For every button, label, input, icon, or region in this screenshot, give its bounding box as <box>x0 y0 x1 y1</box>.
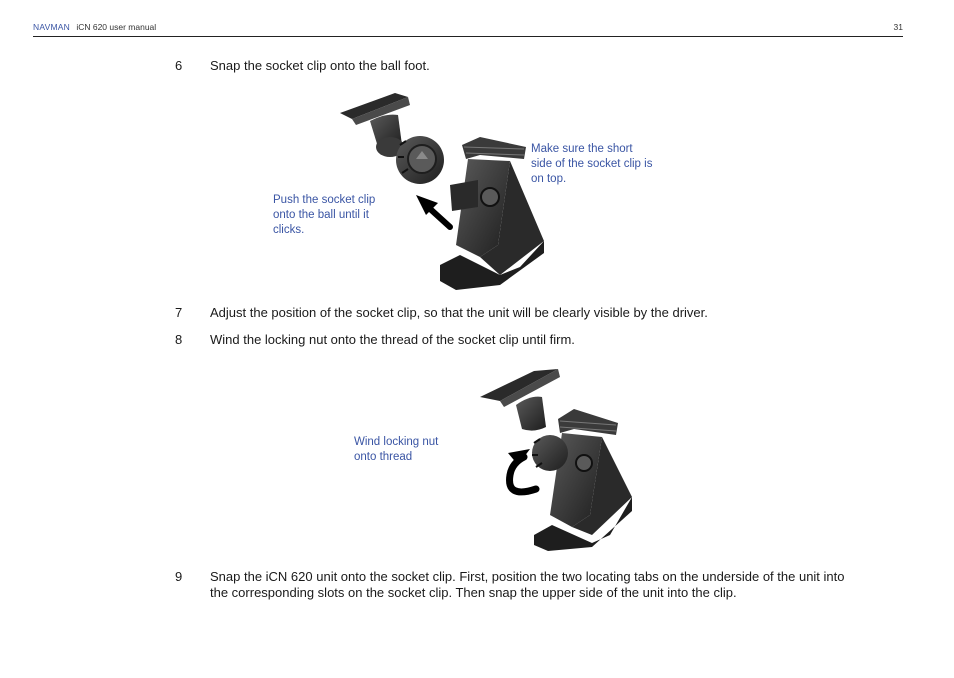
step-text: Wind the locking nut onto the thread of the socket clip until firm. <box>210 332 575 347</box>
page-number: 31 <box>893 22 903 32</box>
step-number: 7 <box>175 305 183 320</box>
document-title: iCN 620 user manual <box>76 22 157 32</box>
step-number: 8 <box>175 332 183 347</box>
header-divider <box>33 36 903 37</box>
step-6 <box>175 58 875 74</box>
callout-short-side-on-top: Make sure the short side of the socket clip is on top. <box>531 143 653 185</box>
callout-push-socket-clip: Push the socket clip onto the ball until it clicks. <box>273 194 376 236</box>
step-number: 6 <box>175 58 183 73</box>
suction-cup-foot <box>480 369 560 431</box>
callout-wind-locking-nut: Wind locking nut onto thread <box>354 436 439 463</box>
step-number: 9 <box>175 569 183 584</box>
step-7 <box>175 305 875 321</box>
socket-clip-nut <box>396 136 444 184</box>
suction-cup-foot <box>340 93 410 157</box>
locking-nut <box>532 435 568 471</box>
page-header <box>33 22 903 36</box>
cradle-bracket <box>534 409 632 551</box>
brand-name: NAVMAN <box>33 22 70 32</box>
mount-illustration-2 <box>478 365 638 555</box>
rotate-arrow-icon <box>508 449 536 492</box>
cradle-bracket <box>440 137 544 290</box>
push-arrow-icon <box>416 195 450 227</box>
step-8 <box>175 332 875 348</box>
step-text: Snap the socket clip onto the ball foot. <box>210 58 430 73</box>
step-text: Adjust the position of the socket clip, so that the unit will be clearly visible by the driver. <box>210 305 708 320</box>
step-9 <box>175 569 895 603</box>
step-text: Snap the iCN 620 unit onto the socket clip. First, position the two locating tabs on the underside of the unit into the corresponding slots on the socket clip. Then snap the upper side of the unit into the clip. <box>210 569 845 600</box>
